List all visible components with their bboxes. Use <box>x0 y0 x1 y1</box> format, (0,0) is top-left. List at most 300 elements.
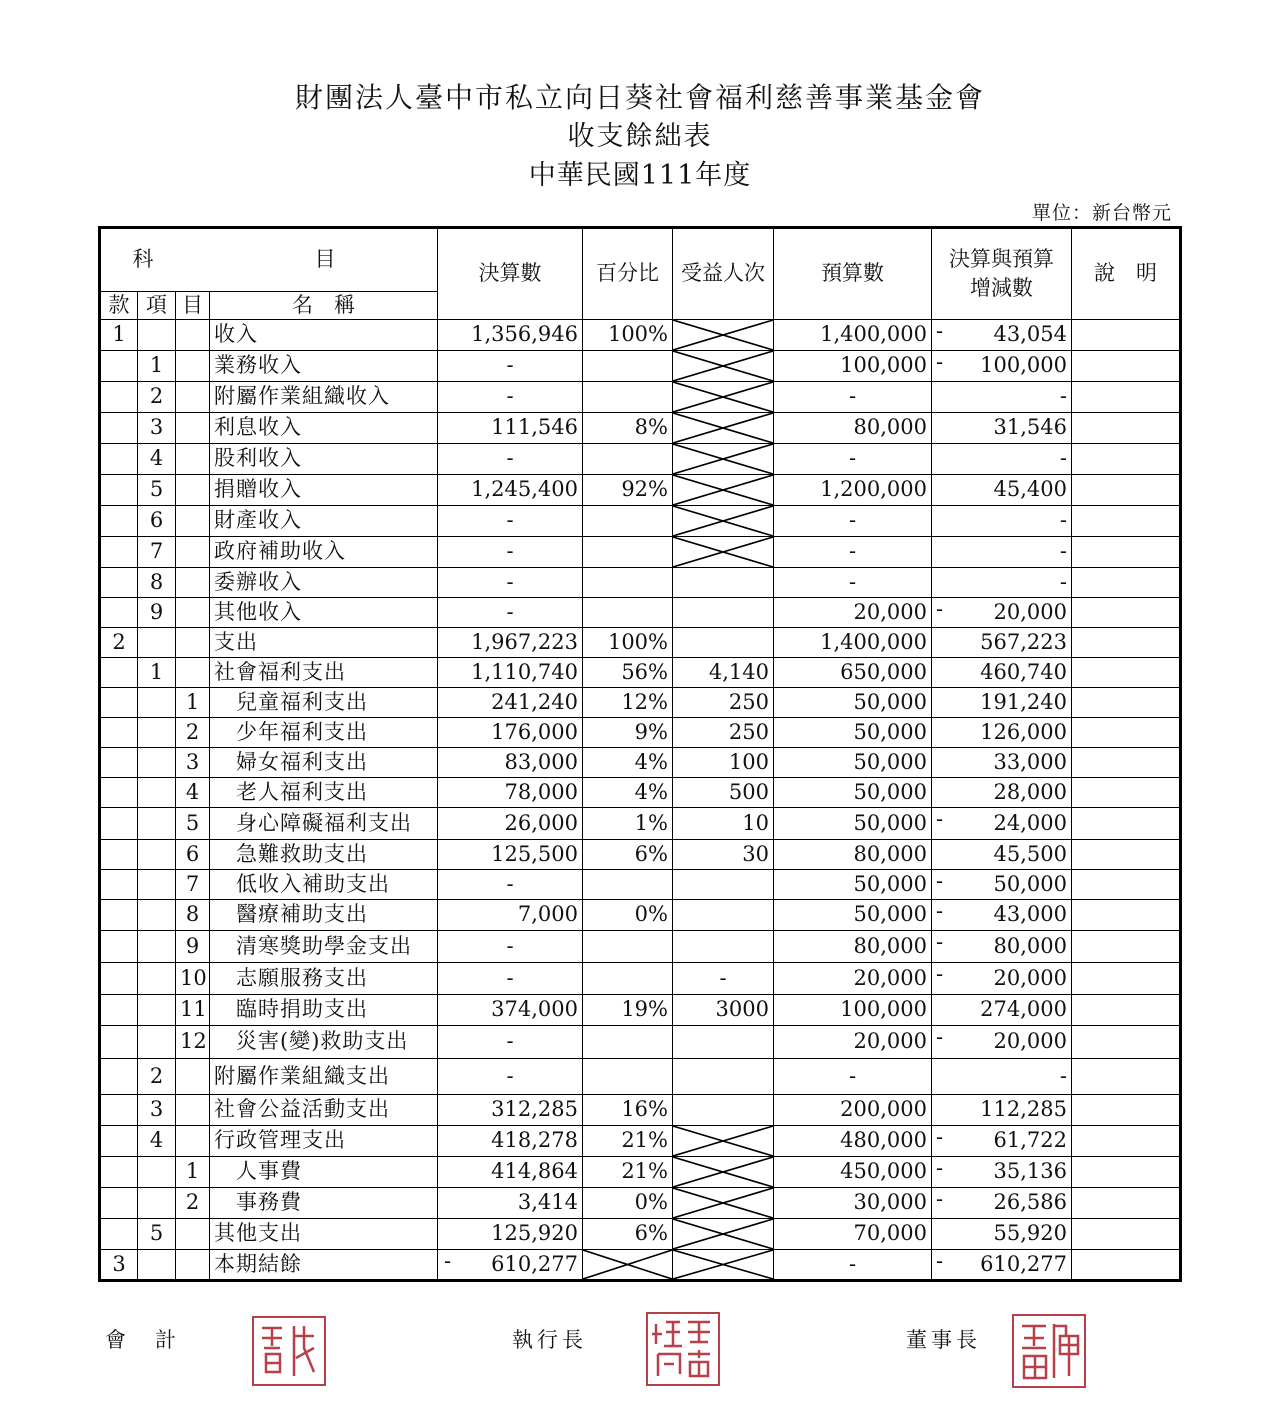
diff-value: 100,000 <box>980 353 1067 378</box>
beneficiaries-cell-crossed <box>673 413 774 444</box>
kuan-cell <box>100 718 138 748</box>
budget-cell: 20,000 <box>774 1026 932 1059</box>
diff-cell <box>932 1188 1072 1219</box>
diff-value: - <box>1059 1063 1067 1088</box>
header-kuan: 款 <box>100 292 138 320</box>
table-row <box>100 688 1181 718</box>
beneficiaries-cell-crossed <box>673 320 774 351</box>
budget-cell: 20,000 <box>774 963 932 995</box>
percent-cell <box>583 351 673 382</box>
xiang-cell <box>138 718 176 748</box>
diff-value: 126,000 <box>980 719 1067 744</box>
mu-cell <box>176 320 210 351</box>
kuan-cell <box>100 900 138 931</box>
item-name-cell: 行政管理支出 <box>210 1126 438 1157</box>
beneficiaries-cell-crossed <box>673 537 774 568</box>
diff-negative-sign: - <box>936 869 944 893</box>
kuan-cell: 3 <box>100 1250 138 1281</box>
item-name-cell: 婦女福利支出 <box>210 748 438 778</box>
xiang-cell <box>138 1188 176 1219</box>
percent-cell <box>583 870 673 900</box>
actual-cell <box>438 628 583 658</box>
budget-cell: 1,400,000 <box>774 628 932 658</box>
mu-cell: 1 <box>176 1157 210 1188</box>
period: 中華民國111年度 <box>528 160 752 191</box>
note-cell <box>1072 688 1181 718</box>
beneficiaries-cell <box>673 870 774 900</box>
header-name: 名 稱 <box>210 292 438 320</box>
actual-value: 1,110,740 <box>471 659 578 684</box>
actual-value: 374,000 <box>491 997 578 1022</box>
mu-cell <box>176 475 210 506</box>
diff-cell <box>932 995 1072 1026</box>
xiang-cell <box>138 808 176 840</box>
percent-cell-crossed <box>583 1250 673 1281</box>
note-cell <box>1072 658 1181 688</box>
diff-cell <box>932 808 1072 840</box>
diff-cell <box>932 537 1072 568</box>
table-row <box>100 1188 1181 1219</box>
mu-cell <box>176 568 210 598</box>
xiang-cell: 8 <box>138 568 176 598</box>
xiang-cell: 3 <box>138 413 176 444</box>
item-name-cell: 身心障礙福利支出 <box>210 808 438 840</box>
diff-cell <box>932 475 1072 506</box>
diff-value: 26,586 <box>993 1190 1067 1215</box>
diff-value: 28,000 <box>993 779 1067 804</box>
mu-cell <box>176 351 210 382</box>
kuan-cell <box>100 444 138 475</box>
diff-cell <box>932 1026 1072 1059</box>
diff-cell <box>932 1157 1072 1188</box>
actual-cell <box>438 568 583 598</box>
diff-cell <box>932 382 1072 413</box>
table-row <box>100 475 1181 506</box>
percent-cell: 100% <box>583 628 673 658</box>
budget-cell: 30,000 <box>774 1188 932 1219</box>
diff-cell <box>932 598 1072 628</box>
diff-value: 33,000 <box>993 749 1067 774</box>
diff-cell <box>932 1219 1072 1250</box>
mu-cell <box>176 444 210 475</box>
mu-cell: 3 <box>176 748 210 778</box>
beneficiaries-cell <box>673 568 774 598</box>
beneficiaries-cell: 100 <box>673 748 774 778</box>
note-cell <box>1072 1250 1181 1281</box>
budget-cell: 50,000 <box>774 870 932 900</box>
actual-value: - <box>506 508 514 533</box>
header-actual: 決算數 <box>438 228 583 320</box>
actual-cell <box>438 995 583 1026</box>
xiang-cell <box>138 778 176 808</box>
actual-value: - <box>506 1029 514 1054</box>
budget-cell: 80,000 <box>774 931 932 963</box>
table-row <box>100 1250 1181 1281</box>
beneficiaries-cell-crossed <box>673 1188 774 1219</box>
note-cell <box>1072 840 1181 870</box>
mu-cell <box>176 1095 210 1126</box>
budget-cell: 80,000 <box>774 413 932 444</box>
actual-cell <box>438 900 583 931</box>
beneficiaries-cell-crossed <box>673 351 774 382</box>
note-cell <box>1072 1059 1181 1095</box>
percent-cell: 92% <box>583 475 673 506</box>
table-row <box>100 963 1181 995</box>
percent-cell <box>583 506 673 537</box>
diff-cell <box>932 1126 1072 1157</box>
kuan-cell <box>100 413 138 444</box>
beneficiaries-cell-crossed <box>673 1126 774 1157</box>
table-row <box>100 900 1181 931</box>
budget-cell: - <box>774 1250 932 1281</box>
note-cell <box>1072 1026 1181 1059</box>
beneficiaries-cell <box>673 1059 774 1095</box>
actual-value: - <box>506 353 514 378</box>
mu-cell: 8 <box>176 900 210 931</box>
xiang-cell <box>138 995 176 1026</box>
xiang-cell: 1 <box>138 351 176 382</box>
actual-value: 125,500 <box>491 841 578 866</box>
kuan-cell <box>100 995 138 1026</box>
percent-cell: 16% <box>583 1095 673 1126</box>
beneficiaries-cell: 4,140 <box>673 658 774 688</box>
beneficiaries-cell-crossed <box>673 444 774 475</box>
table-row <box>100 598 1181 628</box>
table-row <box>100 1157 1181 1188</box>
diff-negative-sign: - <box>936 597 944 621</box>
actual-cell <box>438 598 583 628</box>
budget-cell: 50,000 <box>774 900 932 931</box>
actual-negative-sign: - <box>444 1249 452 1273</box>
note-cell <box>1072 778 1181 808</box>
actual-value: 1,245,400 <box>471 477 578 502</box>
kuan-cell <box>100 537 138 568</box>
diff-cell <box>932 628 1072 658</box>
diff-negative-sign: - <box>936 962 944 986</box>
diff-cell <box>932 658 1072 688</box>
xiang-cell: 5 <box>138 1219 176 1250</box>
table-row <box>100 840 1181 870</box>
item-name-cell: 志願服務支出 <box>210 963 438 995</box>
kuan-cell <box>100 1157 138 1188</box>
percent-cell: 6% <box>583 1219 673 1250</box>
org-name: 財團法人臺中市私立向日葵社會福利慈善事業基金會 <box>294 81 985 114</box>
header-mu: 目 <box>176 292 210 320</box>
diff-value: - <box>1059 446 1067 471</box>
diff-cell <box>932 870 1072 900</box>
beneficiaries-cell: 10 <box>673 808 774 840</box>
budget-cell: 50,000 <box>774 808 932 840</box>
note-cell <box>1072 475 1181 506</box>
diff-cell <box>932 778 1072 808</box>
actual-value: - <box>506 933 514 958</box>
note-cell <box>1072 1095 1181 1126</box>
budget-cell: 50,000 <box>774 748 932 778</box>
actual-cell <box>438 778 583 808</box>
diff-value: 55,920 <box>993 1221 1067 1246</box>
diff-negative-sign: - <box>936 807 944 831</box>
diff-cell <box>932 1250 1072 1281</box>
kuan-cell <box>100 598 138 628</box>
header-diff-line2: 增減數 <box>970 276 1033 300</box>
actual-value: 414,864 <box>491 1159 578 1184</box>
mu-cell: 10 <box>176 963 210 995</box>
budget-cell: - <box>774 444 932 475</box>
percent-cell: 100% <box>583 320 673 351</box>
beneficiaries-cell <box>673 1095 774 1126</box>
table-row <box>100 1126 1181 1157</box>
item-name-cell: 附屬作業組織收入 <box>210 382 438 413</box>
note-cell <box>1072 1157 1181 1188</box>
xiang-cell: 2 <box>138 1059 176 1095</box>
actual-cell <box>438 1157 583 1188</box>
xiang-cell <box>138 900 176 931</box>
xiang-cell <box>138 931 176 963</box>
budget-cell: 650,000 <box>774 658 932 688</box>
actual-value: - <box>506 965 514 990</box>
actual-cell <box>438 748 583 778</box>
beneficiaries-cell-crossed <box>673 1157 774 1188</box>
actual-cell <box>438 931 583 963</box>
xiang-cell: 9 <box>138 598 176 628</box>
percent-cell: 4% <box>583 778 673 808</box>
mu-cell: 2 <box>176 1188 210 1219</box>
budget-cell: 50,000 <box>774 688 932 718</box>
item-name-cell: 政府補助收入 <box>210 537 438 568</box>
budget-cell: 50,000 <box>774 778 932 808</box>
note-cell <box>1072 808 1181 840</box>
beneficiaries-cell: 30 <box>673 840 774 870</box>
table-row <box>100 1026 1181 1059</box>
diff-cell <box>932 963 1072 995</box>
mu-cell: 6 <box>176 840 210 870</box>
actual-value: - <box>506 569 514 594</box>
ceo-label: 執行長 <box>512 1328 587 1352</box>
table-row <box>100 995 1181 1026</box>
crossed-out-icon <box>583 1250 672 1279</box>
note-cell <box>1072 413 1181 444</box>
percent-cell <box>583 963 673 995</box>
percent-cell <box>583 598 673 628</box>
actual-value: - <box>506 539 514 564</box>
xiang-cell: 4 <box>138 444 176 475</box>
percent-cell: 56% <box>583 658 673 688</box>
chairman-seal-icon <box>1012 1314 1086 1388</box>
budget-cell: 200,000 <box>774 1095 932 1126</box>
budget-cell: - <box>774 382 932 413</box>
header-diff-line1: 決算與預算 <box>949 246 1054 271</box>
actual-cell <box>438 963 583 995</box>
diff-value: 50,000 <box>993 871 1067 896</box>
xiang-cell <box>138 1026 176 1059</box>
item-name-cell: 社會福利支出 <box>210 658 438 688</box>
beneficiaries-cell-crossed <box>673 382 774 413</box>
kuan-cell <box>100 1188 138 1219</box>
item-name-cell: 社會公益活動支出 <box>210 1095 438 1126</box>
ceo-seal-icon <box>646 1312 720 1386</box>
table-row <box>100 1095 1181 1126</box>
note-cell <box>1072 900 1181 931</box>
unit-label: 單位：新台幣元 <box>1031 202 1172 224</box>
actual-cell <box>438 1026 583 1059</box>
item-name-cell: 附屬作業組織支出 <box>210 1059 438 1095</box>
beneficiaries-cell <box>673 931 774 963</box>
xiang-cell <box>138 628 176 658</box>
diff-negative-sign: - <box>936 1187 944 1211</box>
diff-cell <box>932 444 1072 475</box>
actual-value: 241,240 <box>491 689 578 714</box>
diff-cell <box>932 351 1072 382</box>
budget-cell: 100,000 <box>774 995 932 1026</box>
percent-cell: 21% <box>583 1126 673 1157</box>
actual-value: 111,546 <box>491 415 578 440</box>
diff-value: 45,500 <box>993 841 1067 866</box>
table-row <box>100 506 1181 537</box>
crossed-out-icon <box>673 475 773 505</box>
mu-cell <box>176 537 210 568</box>
budget-cell: 80,000 <box>774 840 932 870</box>
actual-value: 7,000 <box>517 902 578 927</box>
mu-cell <box>176 658 210 688</box>
note-cell <box>1072 963 1181 995</box>
item-name-cell: 其他收入 <box>210 598 438 628</box>
percent-cell <box>583 444 673 475</box>
diff-value: 35,136 <box>993 1159 1067 1184</box>
note-cell <box>1072 506 1181 537</box>
actual-cell <box>438 506 583 537</box>
actual-cell <box>438 1059 583 1095</box>
crossed-out-icon <box>673 1219 773 1249</box>
diff-value: 24,000 <box>993 810 1067 835</box>
diff-negative-sign: - <box>936 1125 944 1149</box>
actual-value: 78,000 <box>504 779 578 804</box>
budget-cell: 50,000 <box>774 718 932 748</box>
header-beneficiaries: 受益人次 <box>673 228 774 320</box>
xiang-cell: 6 <box>138 506 176 537</box>
diff-value: 45,400 <box>993 477 1067 502</box>
item-name-cell: 兒童福利支出 <box>210 688 438 718</box>
kuan-cell <box>100 963 138 995</box>
kuan-cell <box>100 351 138 382</box>
item-name-cell: 少年福利支出 <box>210 718 438 748</box>
kuan-cell <box>100 658 138 688</box>
crossed-out-icon <box>673 382 773 412</box>
diff-cell <box>932 718 1072 748</box>
mu-cell <box>176 598 210 628</box>
item-name-cell: 股利收入 <box>210 444 438 475</box>
diff-value: - <box>1059 508 1067 533</box>
percent-cell: 19% <box>583 995 673 1026</box>
actual-value: 1,967,223 <box>471 629 578 654</box>
actual-value: - <box>506 871 514 896</box>
table-row <box>100 382 1181 413</box>
chairman-label: 董事長 <box>906 1328 981 1352</box>
item-name-cell: 利息收入 <box>210 413 438 444</box>
xiang-cell <box>138 320 176 351</box>
crossed-out-icon <box>673 1188 773 1218</box>
item-name-cell: 老人福利支出 <box>210 778 438 808</box>
item-name-cell: 低收入補助支出 <box>210 870 438 900</box>
diff-value: 191,240 <box>980 689 1067 714</box>
item-name-cell: 委辦收入 <box>210 568 438 598</box>
actual-cell <box>438 718 583 748</box>
diff-negative-sign: - <box>936 319 944 343</box>
table-row <box>100 413 1181 444</box>
note-cell <box>1072 537 1181 568</box>
note-cell <box>1072 351 1181 382</box>
xiang-cell <box>138 963 176 995</box>
xiang-cell: 7 <box>138 537 176 568</box>
note-cell <box>1072 1188 1181 1219</box>
actual-cell <box>438 808 583 840</box>
percent-cell: 0% <box>583 900 673 931</box>
xiang-cell: 1 <box>138 658 176 688</box>
diff-value: 567,223 <box>980 629 1067 654</box>
diff-value: 20,000 <box>993 599 1067 624</box>
beneficiaries-cell <box>673 598 774 628</box>
table-row <box>100 1219 1181 1250</box>
actual-cell <box>438 537 583 568</box>
header-budget: 預算數 <box>774 228 932 320</box>
kuan-cell: 2 <box>100 628 138 658</box>
diff-cell <box>932 568 1072 598</box>
diff-value: 20,000 <box>993 1029 1067 1054</box>
kuan-cell <box>100 568 138 598</box>
budget-cell: 480,000 <box>774 1126 932 1157</box>
item-name-cell: 財產收入 <box>210 506 438 537</box>
xiang-cell: 5 <box>138 475 176 506</box>
kuan-cell: 1 <box>100 320 138 351</box>
actual-cell <box>438 1126 583 1157</box>
kuan-cell <box>100 382 138 413</box>
budget-cell: 1,400,000 <box>774 320 932 351</box>
budget-cell: - <box>774 568 932 598</box>
table-row <box>100 808 1181 840</box>
diff-value: 274,000 <box>980 997 1067 1022</box>
beneficiaries-cell: 500 <box>673 778 774 808</box>
percent-cell: 0% <box>583 1188 673 1219</box>
kuan-cell <box>100 931 138 963</box>
xiang-cell <box>138 1157 176 1188</box>
document-header <box>0 78 1280 196</box>
accounting-label: 會 計 <box>105 1328 180 1352</box>
percent-cell <box>583 1059 673 1095</box>
mu-cell <box>176 1059 210 1095</box>
beneficiaries-cell <box>673 900 774 931</box>
item-name-cell: 其他支出 <box>210 1219 438 1250</box>
actual-cell <box>438 475 583 506</box>
mu-cell <box>176 628 210 658</box>
diff-value: 20,000 <box>993 965 1067 990</box>
actual-cell <box>438 382 583 413</box>
note-cell <box>1072 1126 1181 1157</box>
diff-value: - <box>1059 569 1067 594</box>
crossed-out-icon <box>673 413 773 443</box>
kuan-cell <box>100 506 138 537</box>
header-percent: 百分比 <box>583 228 673 320</box>
percent-cell: 6% <box>583 840 673 870</box>
item-name-cell: 事務費 <box>210 1188 438 1219</box>
crossed-out-icon <box>673 1250 773 1279</box>
budget-cell: 20,000 <box>774 598 932 628</box>
table-row <box>100 931 1181 963</box>
note-cell <box>1072 931 1181 963</box>
actual-value: 83,000 <box>504 749 578 774</box>
diff-cell <box>932 413 1072 444</box>
diff-negative-sign: - <box>936 350 944 374</box>
item-name-cell: 收入 <box>210 320 438 351</box>
diff-value: 31,546 <box>993 415 1067 440</box>
